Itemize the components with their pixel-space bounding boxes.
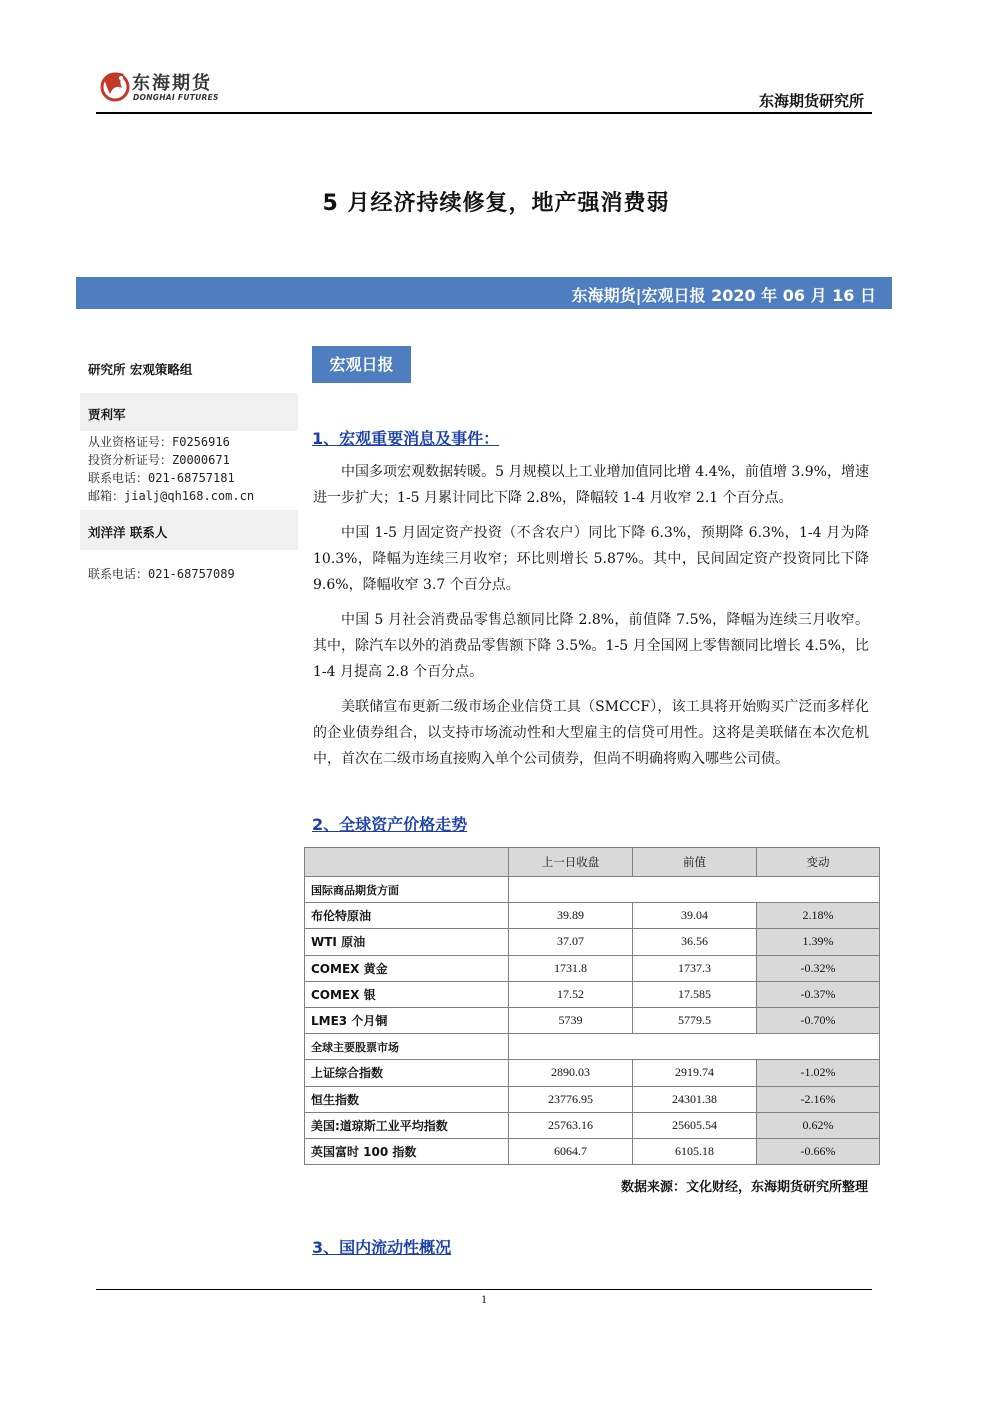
change-cell: -0.70% xyxy=(757,1007,880,1033)
change-cell: -0.66% xyxy=(757,1138,880,1164)
prev-cell: 24301.38 xyxy=(633,1086,757,1112)
department-label: 研究所 宏观策略组 xyxy=(88,362,193,377)
change-cell: -0.32% xyxy=(757,955,880,981)
change-cell: 0.62% xyxy=(757,1112,880,1138)
analyst2-phone: 联系电话：021-68757089 xyxy=(88,567,235,581)
asset-name-cell: 英国富时 100 指数 xyxy=(305,1138,509,1164)
report-type-tag: 宏观日报 xyxy=(312,346,411,383)
analyst1-email: 邮箱：jialj@qh168.com.cn xyxy=(88,489,255,503)
table-row xyxy=(305,929,880,955)
header-cell: 变动 xyxy=(757,848,880,877)
close-cell: 37.07 xyxy=(509,929,633,955)
close-cell: 39.89 xyxy=(509,903,633,929)
close-cell: 17.52 xyxy=(509,981,633,1007)
prev-cell: 36.56 xyxy=(633,929,757,955)
company-logo xyxy=(96,66,236,110)
close-cell: 6064.7 xyxy=(509,1138,633,1164)
analyst1-contact xyxy=(88,433,254,505)
prev-cell: 2919.74 xyxy=(633,1060,757,1086)
close-cell: 5739 xyxy=(509,1007,633,1033)
table-row xyxy=(305,1007,880,1033)
table-row xyxy=(305,981,880,1007)
paragraph: 中国多项宏观数据转暖。5 月规模以上工业增加值同比增 4.4%，前值增 3.9%，增速进一步扩大；1-5 月累计同比下降 2.8%，降幅较 1-4 月收窄 2.1 个百分点。 xyxy=(313,464,869,506)
analyst1-investment-cert: 投资分析证号：Z0000671 xyxy=(88,453,230,467)
header-cell xyxy=(305,848,509,877)
change-cell: -1.02% xyxy=(757,1060,880,1086)
analyst1-phone: 联系电话：021-68757181 xyxy=(88,471,235,485)
table-header-row xyxy=(305,848,880,877)
change-cell: -2.16% xyxy=(757,1086,880,1112)
dragon-logo-icon xyxy=(96,66,136,106)
asset-name-cell: LME3 个月铜 xyxy=(305,1007,509,1033)
logo-english-name: DONGHAI FUTURES xyxy=(133,93,219,102)
group-label: 全球主要股票市场 xyxy=(305,1034,509,1060)
footer-divider xyxy=(96,1289,872,1290)
asset-name-cell: 布伦特原油 xyxy=(305,903,509,929)
group-empty-cell xyxy=(509,877,880,903)
data-source-note: 数据来源：文化财经，东海期货研究所整理 xyxy=(620,1180,868,1195)
asset-price-table xyxy=(304,847,880,1165)
header-cell: 上一日收盘 xyxy=(509,848,633,877)
analyst1-name: 贾利军 xyxy=(88,407,126,422)
header-cell: 前值 xyxy=(633,848,757,877)
group-empty-cell xyxy=(509,1034,880,1060)
analyst2-name: 刘洋洋 联系人 xyxy=(88,525,168,540)
prev-cell: 6105.18 xyxy=(633,1138,757,1164)
page-number: 1 xyxy=(481,1292,487,1306)
prev-cell: 5779.5 xyxy=(633,1007,757,1033)
report-title: 5 月经济持续修复，地产强消费弱 xyxy=(322,191,670,216)
close-cell: 23776.95 xyxy=(509,1086,633,1112)
asset-name-cell: WTI 原油 xyxy=(305,929,509,955)
section1-body xyxy=(313,459,869,781)
change-cell: 1.39% xyxy=(757,929,880,955)
table-row xyxy=(305,955,880,981)
prev-cell: 39.04 xyxy=(633,903,757,929)
analyst1-qualification: 从业资格证号：F0256916 xyxy=(88,435,230,449)
table-group-row xyxy=(305,1034,880,1060)
banner-text: 东海期货|宏观日报 2020 年 06 月 16 日 xyxy=(571,286,876,305)
table-row xyxy=(305,1112,880,1138)
table-group-row xyxy=(305,877,880,903)
section3-heading: 3、国内流动性概况 xyxy=(312,1238,452,1257)
table-row xyxy=(305,1086,880,1112)
asset-name-cell: COMEX 黄金 xyxy=(305,955,509,981)
paragraph: 美联储宣布更新二级市场企业信贷工具（SMCCF），该工具将开始购买广泛而多样化的企业债券组合，以支持市场流动性和大型雇主的信贷可用性。这将是美联储在本次危机中，首次在二级市场直接购入单个公司债券，但尚不明确将购入哪些公司债。 xyxy=(313,699,869,767)
close-cell: 2890.03 xyxy=(509,1060,633,1086)
header-divider xyxy=(96,112,872,114)
asset-name-cell: 恒生指数 xyxy=(305,1086,509,1112)
paragraph: 中国 5 月社会消费品零售总额同比降 2.8%，前值降 7.5%，降幅为连续三月收窄。其中，除汽车以外的消费品零售额下降 3.5%。1-5 月全国网上零售额同比增长 4.5%，比 1-4 月提高 2.8 个百分点。 xyxy=(313,612,869,680)
institute-name: 东海期货研究所 xyxy=(758,92,864,110)
table-row xyxy=(305,903,880,929)
prev-cell: 25605.54 xyxy=(633,1112,757,1138)
table-row xyxy=(305,1060,880,1086)
report-banner xyxy=(76,277,892,309)
group-label: 国际商品期货方面 xyxy=(305,877,509,903)
prev-cell: 1737.3 xyxy=(633,955,757,981)
section1-heading: 1、宏观重要消息及事件： xyxy=(312,429,500,448)
section2-heading: 2、全球资产价格走势 xyxy=(312,815,468,834)
close-cell: 25763.16 xyxy=(509,1112,633,1138)
close-cell: 1731.8 xyxy=(509,955,633,981)
table-row xyxy=(305,1138,880,1164)
prev-cell: 17.585 xyxy=(633,981,757,1007)
change-cell: -0.37% xyxy=(757,981,880,1007)
asset-name-cell: COMEX 银 xyxy=(305,981,509,1007)
asset-name-cell: 上证综合指数 xyxy=(305,1060,509,1086)
change-cell: 2.18% xyxy=(757,903,880,929)
asset-name-cell: 美国:道琼斯工业平均指数 xyxy=(305,1112,509,1138)
logo-chinese-name: 东海期货 xyxy=(132,73,212,94)
paragraph: 中国 1-5 月固定资产投资（不含农户）同比下降 6.3%，预期降 6.3%，1-4 月为降 10.3%，降幅为连续三月收窄；环比则增长 5.87%。其中，民间固定资产投资同比下降 9.6%，降幅收窄 3.7 个百分点。 xyxy=(313,525,869,593)
